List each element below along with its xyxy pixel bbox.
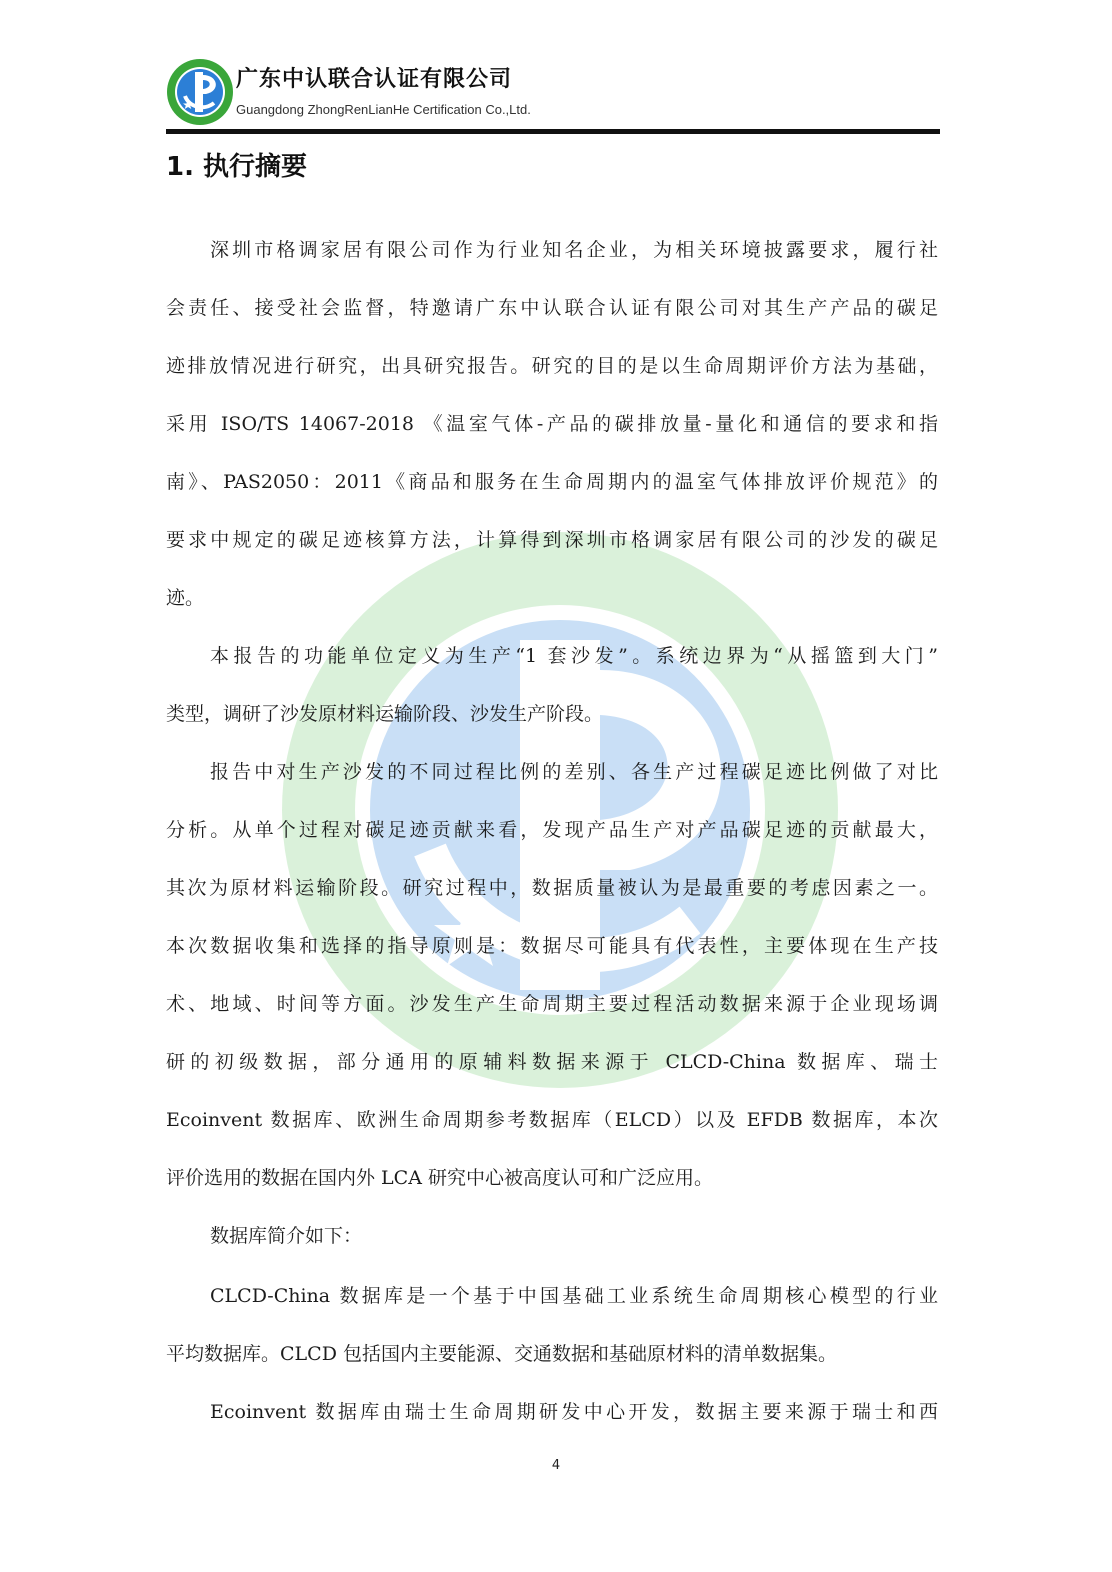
company-logo-icon (166, 58, 234, 126)
paragraph-line: 其次为原材料运输阶段。研究过程中，数据质量被认为是最重要的考虑因素之一。 (166, 877, 938, 899)
paragraph-line: 采用 ISO/TS 14067-2018 《温室气体-产品的碳排放量-量化和通信的要求和指 (166, 413, 938, 435)
paragraph-line: CLCD-China 数据库是一个基于中国基础工业系统生命周期核心模型的行业 (210, 1285, 938, 1307)
paragraph-line: 迹。 (166, 587, 205, 609)
paragraph-line: 本次数据收集和选择的指导原则是：数据尽可能具有代表性，主要体现在生产技 (166, 935, 938, 957)
paragraph-line: 本报告的功能单位定义为生产“1 套沙发”。系统边界为“从摇篮到大门” (210, 645, 938, 667)
paragraph-line: 术、地域、时间等方面。沙发生产生命周期主要过程活动数据来源于企业现场调 (166, 993, 938, 1015)
paragraph-line: 分析。从单个过程对碳足迹贡献来看，发现产品生产对产品碳足迹的贡献最大， (166, 819, 938, 841)
section-title: 1. 执行摘要 (166, 152, 308, 182)
paragraph-line: 类型，调研了沙发原材料运输阶段、沙发生产阶段。 (166, 703, 604, 725)
letterhead (166, 56, 941, 126)
paragraph-line: Ecoinvent 数据库、欧洲生命周期参考数据库（ELCD）以及 EFDB 数据库，本次 (166, 1109, 938, 1131)
paragraph-line: 评价选用的数据在国内外 LCA 研究中心被高度认可和广泛应用。 (166, 1167, 713, 1189)
paragraph-line: 研的初级数据，部分通用的原辅料数据来源于 CLCD-China 数据库、瑞士 (166, 1051, 938, 1073)
company-name-en: Guangdong ZhongRenLianHe Certification Co.,Ltd. (236, 102, 531, 117)
paragraph-line: 深圳市格调家居有限公司作为行业知名企业，为相关环境披露要求，履行社 (210, 239, 938, 261)
header-divider (166, 129, 940, 134)
paragraph-line: 平均数据库。CLCD 包括国内主要能源、交通数据和基础原材料的清单数据集。 (166, 1343, 837, 1365)
company-name-cn: 广东中认联合认证有限公司 (236, 67, 513, 92)
paragraph-line: 会责任、接受社会监督，特邀请广东中认联合认证有限公司对其生产产品的碳足 (166, 297, 938, 319)
paragraph-line: 报告中对生产沙发的不同过程比例的差别、各生产过程碳足迹比例做了对比 (210, 761, 938, 783)
page-number: 4 (551, 1458, 561, 1473)
paragraph-line: 南》、PAS2050：2011《商品和服务在生命周期内的温室气体排放评价规范》的 (166, 471, 938, 493)
paragraph-line: 数据库简介如下： (210, 1225, 363, 1247)
paragraph-line: 要求中规定的碳足迹核算方法，计算得到深圳市格调家居有限公司的沙发的碳足 (166, 529, 938, 551)
paragraph-line: Ecoinvent 数据库由瑞士生命周期研发中心开发，数据主要来源于瑞士和西 (210, 1401, 938, 1423)
paragraph-line: 迹排放情况进行研究，出具研究报告。研究的目的是以生命周期评价方法为基础， (166, 355, 938, 377)
